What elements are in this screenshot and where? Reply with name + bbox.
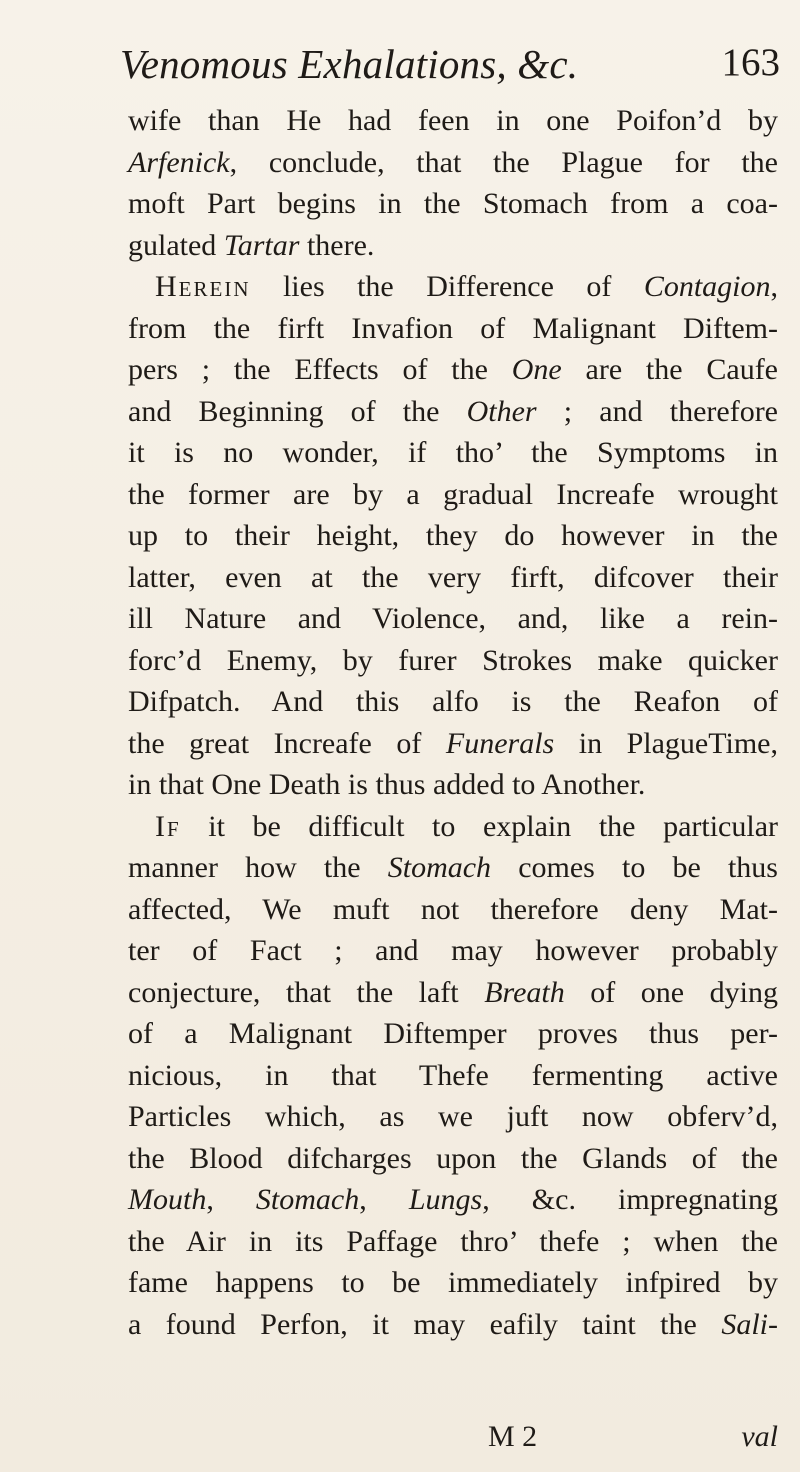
text-segment: the Air in its Paffage thro’ thefe ; when the: [128, 1224, 778, 1258]
italic-text: One: [511, 353, 562, 386]
text-line: [128, 1055, 778, 1097]
italic-text: Lungs: [408, 1183, 483, 1216]
text-segment: conjecture, that the laft: [128, 975, 485, 1009]
text-segment: Particles which, as we juft now obferv’d,: [128, 1100, 778, 1133]
text-line: [128, 681, 778, 723]
text-line: [128, 391, 778, 433]
text-segment: there.: [299, 228, 375, 262]
text-segment: from the firft Invafion of Malignant Diftem-: [128, 311, 778, 345]
text-segment: in PlagueTime,: [554, 726, 778, 760]
italic-text: Contagion: [643, 270, 771, 303]
text-line: [128, 764, 778, 806]
page-number: 163: [721, 41, 780, 84]
text-line: [128, 308, 778, 350]
text-line: [128, 640, 778, 682]
text-line: [128, 1221, 778, 1263]
text-segment: ,: [206, 1183, 256, 1216]
body-text: [128, 100, 778, 1345]
text-segment: forc’d Enemy, by furer Strokes make quicker: [128, 643, 778, 677]
text-line: [128, 889, 778, 931]
text-segment: ,: [359, 1183, 409, 1216]
text-segment: ; and therefore: [536, 394, 779, 428]
text-line: [128, 1179, 778, 1221]
text-line: [128, 515, 778, 557]
text-line: [128, 432, 778, 474]
text-line: [128, 1262, 778, 1304]
italic-text: Funerals: [445, 726, 555, 760]
text-segment: moft Part begins in the Stomach from a coa-: [128, 187, 778, 220]
text-segment: fame happens to be immediately infpired by: [128, 1266, 778, 1299]
text-segment: gulated: [128, 228, 224, 262]
text-segment: manner how the: [128, 851, 388, 884]
text-line: [128, 1096, 778, 1138]
text-segment: it is no wonder, if tho’ the Symptoms in: [128, 436, 778, 469]
text-line: [128, 349, 778, 391]
text-segment: pers ; the Effects of the: [128, 353, 512, 386]
italic-text: Sali-: [721, 1307, 778, 1341]
italic-text: Stomach: [255, 1183, 360, 1216]
text-segment: the Blood difcharges upon the Glands of the: [128, 1141, 778, 1175]
italic-text: Stomach: [387, 851, 492, 884]
text-segment: of a Malignant Diftemper proves thus per-: [128, 1017, 778, 1050]
text-segment: ,: [770, 270, 778, 303]
text-line: [128, 847, 778, 889]
text-line: [128, 1013, 778, 1055]
text-segment: the great Increafe of: [128, 726, 446, 760]
running-head: Venomous Exhalations, &c.: [120, 41, 579, 87]
text-segment: ter of Fact ; and may however probably: [128, 934, 778, 967]
text-segment: lies the Difference of: [250, 270, 644, 303]
text-segment: up to their height, they do however in the: [128, 519, 778, 552]
text-segment: of one dying: [564, 975, 778, 1009]
text-line: [128, 972, 778, 1014]
text-segment: , &c. impregnating: [482, 1183, 778, 1216]
text-segment: wife than He had feen in one Poifon’d by: [128, 104, 778, 137]
text-line: [128, 598, 778, 640]
italic-text: Mouth: [128, 1183, 207, 1216]
page-header: [120, 40, 780, 104]
text-line: [128, 474, 778, 516]
text-segment: are the Caufe: [561, 353, 779, 386]
text-segment: affected, We muft not therefore deny Mat-: [128, 892, 778, 926]
text-line: [128, 225, 778, 267]
text-line: [128, 723, 778, 765]
page-footer: [128, 1420, 778, 1460]
text-segment: a found Perfon, it may eafily taint the: [128, 1307, 722, 1341]
text-segment: comes to be thus: [491, 851, 778, 884]
smallcaps-text: If: [155, 809, 181, 843]
text-segment: and Beginning of the: [128, 394, 467, 428]
text-line: [128, 266, 778, 308]
italic-text: Other: [466, 394, 537, 428]
signature-mark: M 2: [488, 1420, 538, 1453]
text-segment: , conclude, that the Plague for the: [229, 145, 778, 179]
text-segment: it be difficult to explain the particular: [180, 809, 778, 843]
italic-text: Breath: [484, 975, 565, 1009]
text-line: [128, 142, 778, 184]
text-line: [128, 100, 778, 142]
text-line: [128, 930, 778, 972]
italic-text: Tartar: [223, 228, 300, 262]
text-segment: the former are by a gradual Increafe wrought: [128, 477, 778, 511]
text-segment: latter, even at the very firft, difcover their: [128, 560, 778, 594]
catchword: val: [741, 1420, 778, 1453]
text-line: [128, 557, 778, 599]
text-segment: nicious, in that Thefe fermenting active: [128, 1058, 778, 1092]
italic-text: Arfenick: [128, 145, 230, 179]
text-segment: Difpatch. And this alfo is the Reafon of: [128, 685, 778, 718]
text-segment: ill Nature and Violence, and, like a rein-: [128, 602, 778, 635]
text-segment: in that One Death is thus added to Another.: [128, 768, 646, 801]
text-line: [128, 1304, 778, 1346]
smallcaps-text: Herein: [155, 270, 251, 303]
text-line: [128, 1138, 778, 1180]
text-line: [128, 806, 778, 848]
text-line: [128, 183, 778, 225]
